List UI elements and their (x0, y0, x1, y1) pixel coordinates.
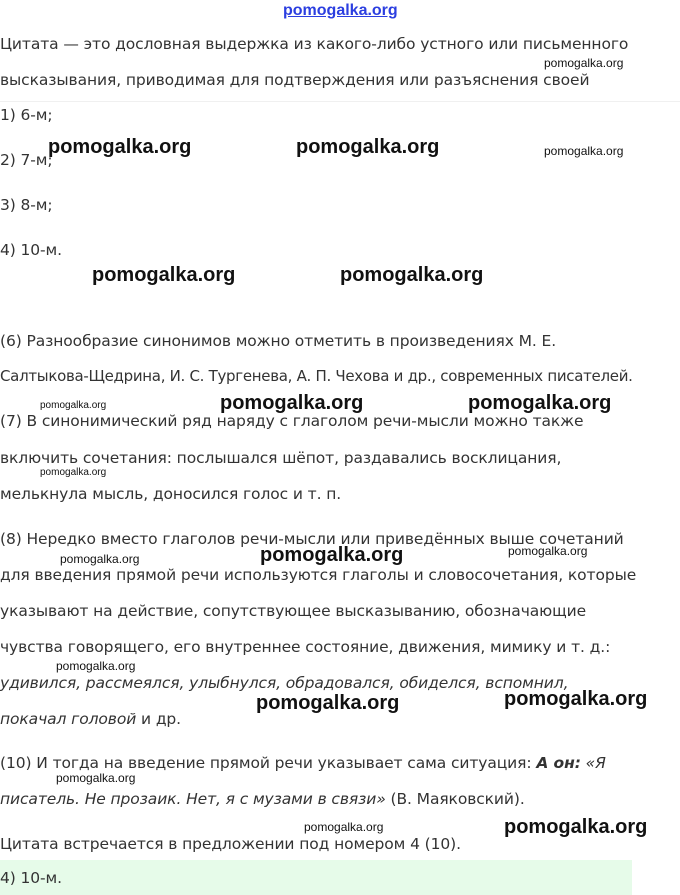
watermark: pomogalka.org (544, 144, 624, 158)
watermark: pomogalka.org (56, 771, 136, 785)
definition-line-2: высказывания, приводимая для подтверждения или разъяснения своей (0, 71, 590, 89)
watermark: pomogalka.org (48, 136, 192, 158)
divider (0, 101, 680, 102)
definition-line-1: Цитата — это дословная выдержка из какого-либо устного или письменного (0, 35, 629, 53)
conclusion: Цитата встречается в предложении под номером 4 (10). (0, 835, 461, 853)
sentence-10-intro: (10) И тогда на введение прямой речи указывает сама ситуация: (0, 754, 537, 772)
sentence-8-italic-phrase: покачал головой (0, 710, 137, 728)
watermark: pomogalka.org (92, 264, 236, 286)
watermark: pomogalka.org (256, 692, 400, 714)
sentence-8-line-1: (8) Нередко вместо глаголов речи-мысли или приведённых выше сочетаний (0, 530, 624, 548)
site-link[interactable]: pomogalka.org (283, 2, 398, 19)
sentence-7-line-2: включить сочетания: послышался шёпот, раздавались восклицания, (0, 449, 562, 467)
watermark: pomogalka.org (296, 136, 440, 158)
watermark: pomogalka.org (504, 816, 648, 838)
sentence-10-speaker: А он: (536, 754, 581, 772)
option-2: 2) 7-м; (0, 151, 53, 169)
sentence-10-author: (В. Маяковский). (385, 790, 525, 808)
sentence-10-quote-start: «Я (580, 754, 606, 772)
sentence-8-line-5: удивился, рассмеялся, улыбнулся, обрадовался, обиделся, вспомнил, (0, 674, 569, 692)
watermark: pomogalka.org (468, 392, 612, 414)
watermark: pomogalka.org (56, 659, 136, 673)
sentence-8-line-2: для введения прямой речи используются глаголы и словосочетания, которые (0, 566, 637, 584)
watermark: pomogalka.org (544, 56, 624, 70)
answer-box (0, 860, 632, 895)
watermark: pomogalka.org (40, 400, 107, 411)
sentence-8-line-6 (0, 709, 181, 729)
option-3: 3) 8-м; (0, 196, 53, 214)
sentence-7-line-3: мелькнула мысль, доносился голос и т. п. (0, 485, 342, 503)
sentence-8-line-3: указывают на действие, сопутствующее высказыванию, обозначающие (0, 602, 587, 620)
sentence-10-line-1 (0, 753, 606, 773)
answer: 4) 10-м. (0, 869, 62, 887)
watermark: pomogalka.org (220, 392, 364, 414)
sentence-6-line-2: Салтыкова-Щедрина, И. С. Тургенева, А. П. Чехова и др., современных писателей. (0, 367, 633, 385)
sentence-6-line-1: (6) Разнообразие синонимов можно отметить в произведениях М. Е. (0, 332, 557, 350)
sentence-10-line-2 (0, 789, 525, 809)
option-1: 1) 6-м; (0, 106, 53, 124)
watermark: pomogalka.org (304, 820, 384, 834)
watermark: pomogalka.org (60, 552, 140, 566)
watermark: pomogalka.org (340, 264, 484, 286)
sentence-10-quote: писатель. Не прозаик. Нет, я с музами в связи» (0, 790, 386, 808)
sentence-8-tail: и др. (136, 710, 181, 728)
watermark: pomogalka.org (504, 688, 648, 710)
watermark: pomogalka.org (40, 467, 107, 478)
sentence-8-line-4: чувства говорящего, его внутреннее состояние, движения, мимику и т. д.: (0, 638, 611, 656)
watermark: pomogalka.org (260, 544, 404, 566)
option-4: 4) 10-м. (0, 241, 62, 259)
sentence-7-line-1: (7) В синонимический ряд наряду с глаголом речи-мысли можно также (0, 412, 584, 430)
watermark: pomogalka.org (508, 544, 588, 558)
